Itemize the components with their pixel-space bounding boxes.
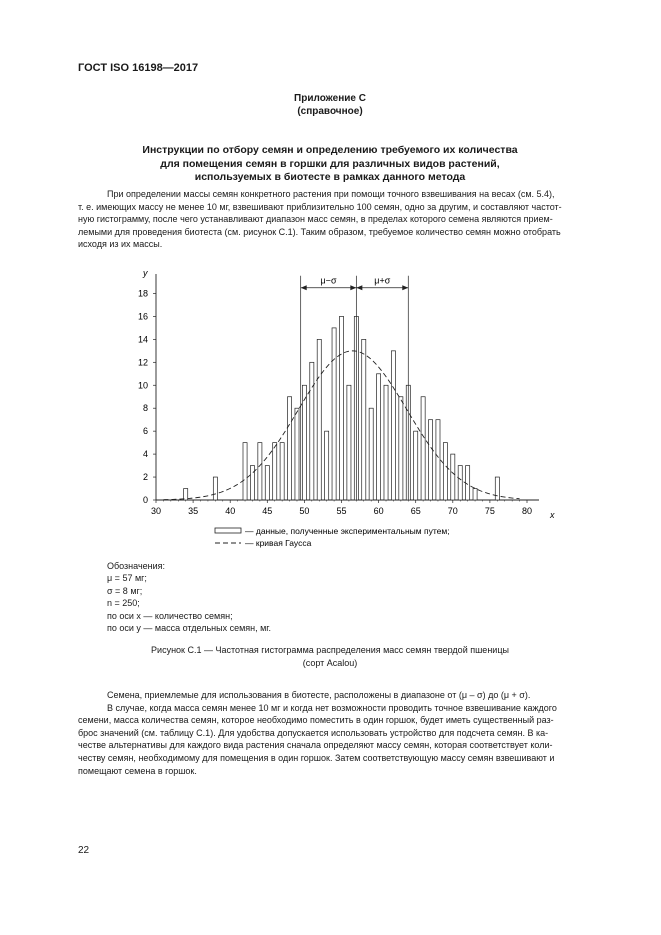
y-tick-label: 2 xyxy=(142,472,148,483)
section-title-line: используемых в биотесте в рамках данного метода xyxy=(194,171,466,183)
bar xyxy=(250,466,254,500)
annex-heading xyxy=(70,92,590,118)
y-tick-label: 0 xyxy=(142,495,148,505)
bar xyxy=(362,339,366,500)
bar xyxy=(466,466,470,500)
bar xyxy=(347,385,351,500)
bar xyxy=(458,466,462,500)
chart-axes xyxy=(153,274,539,503)
text-line: исходя из их массы. xyxy=(78,239,163,250)
y-axis-label: y xyxy=(143,268,148,278)
notation-item: μ = 57 мг; xyxy=(107,573,147,584)
x-tick-label: 70 xyxy=(447,506,458,516)
bar xyxy=(325,431,329,500)
bar xyxy=(295,408,299,500)
text-line: При определении массы семян конкретного растения при помощи точного взвешивания на весах (см. 5.4), xyxy=(107,189,555,199)
x-tick-label: 55 xyxy=(336,506,347,516)
bar xyxy=(184,489,188,500)
mu-plus-sigma-label: μ+σ xyxy=(374,275,391,286)
bar xyxy=(280,443,284,500)
y-tick-label: 4 xyxy=(142,449,148,460)
bar xyxy=(421,397,425,500)
text-line: честву семян, необходимому для помещения в один горшок. Затем соответствующую массу семян взвешивают и xyxy=(78,752,555,763)
bar xyxy=(258,443,262,500)
bar xyxy=(428,420,432,500)
x-tick-label: 40 xyxy=(225,506,236,516)
bar xyxy=(391,351,395,500)
bar xyxy=(310,362,314,500)
bar xyxy=(273,443,277,500)
histogram-chart xyxy=(100,262,560,552)
bar xyxy=(443,443,447,500)
bar xyxy=(317,339,321,500)
bar xyxy=(302,385,306,500)
bar xyxy=(213,477,217,500)
text-line: помещают семена в горшок. xyxy=(78,765,197,776)
bar xyxy=(451,454,455,500)
text-line: В случае, когда масса семян менее 10 мг и когда нет возможности проводить точное взвешивание каждого xyxy=(107,702,557,713)
x-tick-label: 45 xyxy=(262,506,273,516)
annex-type: (справочное) xyxy=(297,106,363,117)
x-tick-label: 75 xyxy=(484,506,495,516)
y-tick-label: 16 xyxy=(137,311,148,322)
x-tick-label: 50 xyxy=(299,506,310,516)
y-tick-label: 18 xyxy=(137,288,148,299)
arrow-head xyxy=(356,285,362,290)
mu-minus-sigma-label: μ−σ xyxy=(320,275,337,286)
bar xyxy=(414,431,418,500)
bar xyxy=(399,397,403,500)
text-line: честве альтернативы для каждого вида растения сначала определяют массу семян, которая соответствует коли- xyxy=(78,740,553,751)
x-tick-label: 80 xyxy=(521,506,533,516)
bar xyxy=(436,420,440,500)
notation-heading: Обозначения: xyxy=(107,561,166,571)
text-line: ную гистограмму, после чего устанавливают диапазон масс семян, в пределах которого семена являются прием- xyxy=(78,214,553,225)
notation-item: по оси x — количество семян; xyxy=(107,610,233,621)
bar xyxy=(288,397,292,500)
bar xyxy=(265,466,269,500)
y-tick-label: 10 xyxy=(137,380,148,391)
caption-line: Рисунок С.1 — Частотная гистограмма распределения масс семян твердой пшеницы xyxy=(151,645,509,655)
section-title xyxy=(70,144,590,185)
section-title-line: для помещения семян в горшки для различных видов растений, xyxy=(160,157,500,170)
section-title-line: Инструкции по отбору семян и определению требуемого их количества xyxy=(142,144,518,156)
text-line: семени, масса количества семян, которое необходимо поместить в один горшок, будет иметь существенный раз- xyxy=(78,715,554,726)
y-tick-label: 12 xyxy=(137,357,148,368)
text-line: Семена, приемлемые для использования в биотесте, расположены в диапазоне от (μ – σ) до (μ + σ). xyxy=(107,690,531,700)
body-paragraph xyxy=(78,689,590,777)
notation-item: σ = 8 мг; xyxy=(107,585,143,596)
bar xyxy=(332,328,336,500)
bar xyxy=(339,316,343,500)
bar xyxy=(377,374,381,500)
legend-bar-label: — данные, полученные экспериментальным путем; xyxy=(245,526,450,536)
x-axis-label: x xyxy=(550,510,555,520)
legend-curve-label: — кривая Гаусса xyxy=(245,538,312,548)
document-header: ГОСТ ISO 16198—2017 xyxy=(78,62,199,74)
x-tick-label: 30 xyxy=(150,506,162,516)
annex-title: Приложение С xyxy=(294,93,366,104)
bar xyxy=(243,443,247,500)
text-line: лемыми для проведения биотеста (см. рисунок С.1). Таким образом, требуемое количество семян можно отобрать xyxy=(78,226,561,237)
x-tick-label: 35 xyxy=(188,506,199,516)
intro-paragraph xyxy=(78,188,590,251)
bar xyxy=(384,385,388,500)
arrow-head xyxy=(301,285,307,290)
notation-list xyxy=(107,560,271,634)
y-tick-label: 14 xyxy=(137,334,148,345)
bar xyxy=(495,477,499,500)
text-line: брос значений (см. таблицу С.1). Для удобства допускается использовать устройство для подсчета семян. В ка- xyxy=(78,727,549,738)
notation-item: n = 250; xyxy=(107,598,140,609)
figure-caption xyxy=(100,644,560,669)
arrow-head xyxy=(350,285,356,290)
chart-legend xyxy=(215,526,450,548)
bar xyxy=(473,489,477,500)
x-tick-label: 65 xyxy=(410,506,421,516)
bar xyxy=(369,408,373,500)
notation-item: по оси y — масса отдельных семян, мг. xyxy=(107,623,271,634)
arrow-head xyxy=(402,285,408,290)
legend-bar-marker xyxy=(215,528,241,533)
text-line: т. е. имеющих массу не менее 10 мг, взвешивают приблизительно 100 семян, одно за другим, и составляют частот- xyxy=(78,201,562,212)
y-tick-label: 6 xyxy=(142,426,148,437)
x-tick-label: 60 xyxy=(373,506,384,516)
caption-line: (сорт Acalou) xyxy=(302,657,358,668)
page-number: 22 xyxy=(78,845,90,856)
y-tick-label: 8 xyxy=(142,403,148,414)
